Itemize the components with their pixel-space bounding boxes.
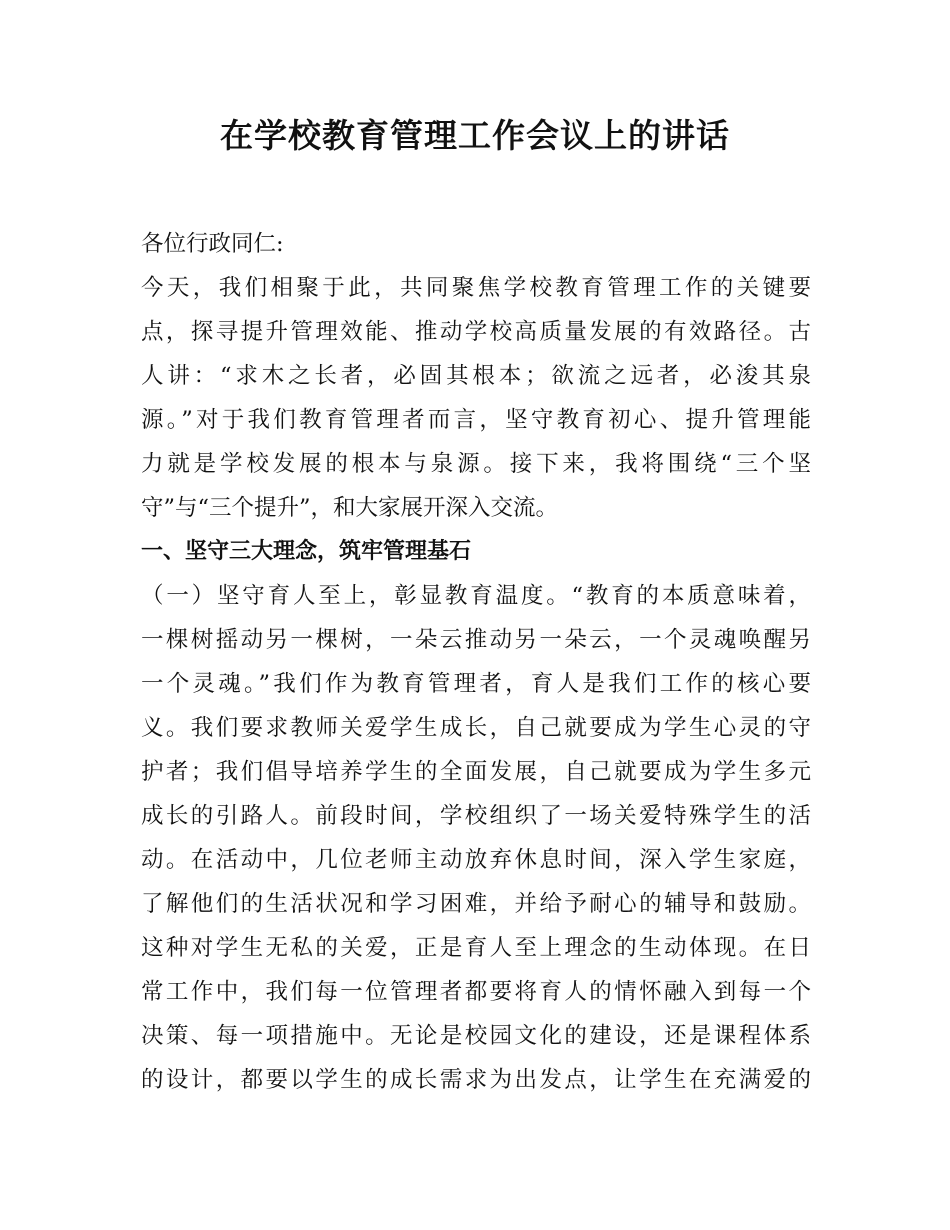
document-title: 在学校教育管理工作会议上的讲话 bbox=[220, 116, 730, 155]
paragraph-line: 力就是学校发展的根本与泉源。接下来，我将围绕“三个坚 bbox=[141, 451, 811, 477]
paragraph-line: 一个灵魂。”我们作为教育管理者，育人是我们工作的核心要 bbox=[141, 671, 811, 697]
paragraph-line: 了解他们的生活状况和学习困难，并给予耐心的辅导和鼓励。 bbox=[141, 891, 811, 917]
section-heading: 一、坚守三大理念，筑牢管理基石 bbox=[141, 539, 472, 564]
document-body bbox=[141, 222, 811, 1102]
paragraph-line: 点，探寻提升管理效能、推动学校高质量发展的有效路径。古 bbox=[141, 319, 811, 345]
paragraph-line: 成长的引路人。前段时间，学校组织了一场关爱特殊学生的活 bbox=[141, 803, 811, 829]
paragraph-line: 常工作中，我们每一位管理者都要将育人的情怀融入到每一个 bbox=[141, 979, 811, 1005]
paragraph-line: 动。在活动中，几位老师主动放弃休息时间，深入学生家庭， bbox=[141, 847, 811, 873]
paragraph-line: 这种对学生无私的关爱，正是育人至上理念的生动体现。在日 bbox=[141, 935, 811, 961]
paragraph-line: 护者；我们倡导培养学生的全面发展，自己就要成为学生多元 bbox=[141, 759, 811, 785]
paragraph-line: 人讲：“求木之长者，必固其根本；欲流之远者，必浚其泉 bbox=[141, 363, 811, 389]
paragraph-line: 今天，我们相聚于此，共同聚焦学校教育管理工作的关键要 bbox=[141, 275, 811, 301]
paragraph-line: 源。”对于我们教育管理者而言，坚守教育初心、提升管理能 bbox=[141, 407, 811, 433]
paragraph-line: 义。我们要求教师关爱学生成长，自己就要成为学生心灵的守 bbox=[141, 715, 811, 741]
paragraph-line: 的设计，都要以学生的成长需求为出发点，让学生在充满爱的 bbox=[141, 1067, 811, 1093]
paragraph-line: 决策、每一项措施中。无论是校园文化的建设，还是课程体系 bbox=[141, 1023, 811, 1049]
paragraph-line: （一）坚守育人至上，彰显教育温度。“教育的本质意味着， bbox=[141, 583, 811, 609]
paragraph-line: 守”与“三个提升”，和大家展开深入交流。 bbox=[141, 495, 559, 521]
salutation-line: 各位行政同仁: bbox=[141, 231, 284, 257]
paragraph-line: 一棵树摇动另一棵树，一朵云推动另一朵云，一个灵魂唤醒另 bbox=[141, 627, 811, 653]
